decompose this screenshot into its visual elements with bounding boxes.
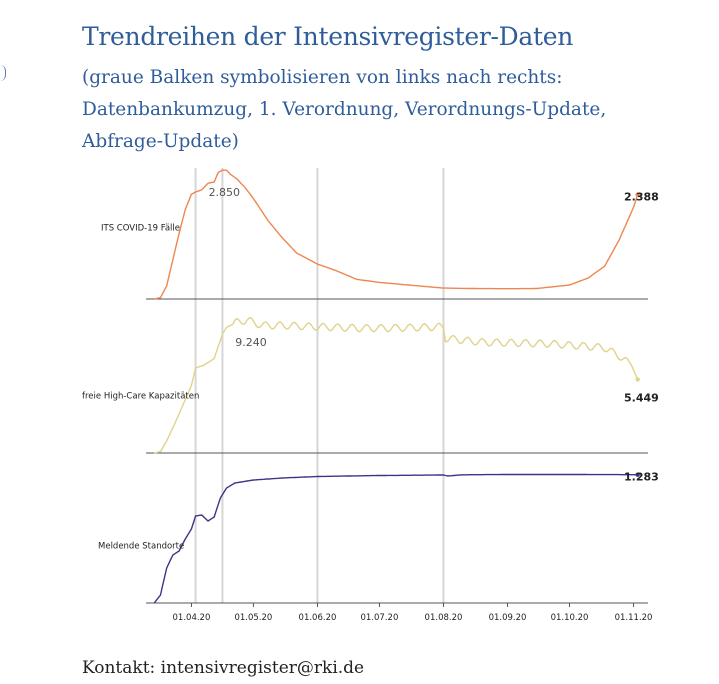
- x-tick-label-3: 01.06.20: [298, 613, 337, 623]
- contact-info: Kontakt: intensivregister@rki.de: [82, 658, 365, 678]
- x-tick-label-5: 01.08.20: [424, 613, 463, 623]
- x-tick-label-1: 01.04.20: [172, 613, 211, 623]
- panel-1-name: ITS COVID-19 Fälle: [101, 223, 180, 234]
- x-tick-label-7: 01.10.20: [550, 613, 589, 623]
- subtitle-line-3: Abfrage-Update): [82, 131, 239, 152]
- panel-3-series-line: [154, 475, 637, 604]
- x-tick-label-2: 01.05.20: [234, 613, 273, 623]
- panel-3-name: Meldende Standorte: [98, 541, 185, 552]
- panel-2-peak-value: 9.240: [235, 336, 267, 349]
- subtitle-line-1: (graue Balken symbolisieren von links nach rechts:: [82, 67, 563, 88]
- x-tick-label-4: 01.07.20: [360, 613, 399, 623]
- panel-1-peak-value: 2.850: [208, 186, 241, 199]
- panel-2-series-line: [154, 318, 637, 453]
- panel-2-last-point: [635, 377, 639, 381]
- x-tick-label-8: 01.11.20: [614, 613, 653, 623]
- subtitle-line-2: Datenbankumzug, 1. Verordnung, Verordnungs-Update,: [82, 99, 607, 120]
- panel-2-last-value: 5.449: [624, 391, 659, 405]
- x-tick-label-6: 01.09.20: [488, 613, 527, 623]
- page-title: Trendreihen der Intensivregister-Daten: [82, 22, 574, 51]
- panel-2-name: freie High-Care Kapazitäten: [82, 391, 200, 402]
- panel-1-last-value: 2.388: [624, 190, 659, 204]
- panel-3-last-value: 1.283: [624, 470, 659, 484]
